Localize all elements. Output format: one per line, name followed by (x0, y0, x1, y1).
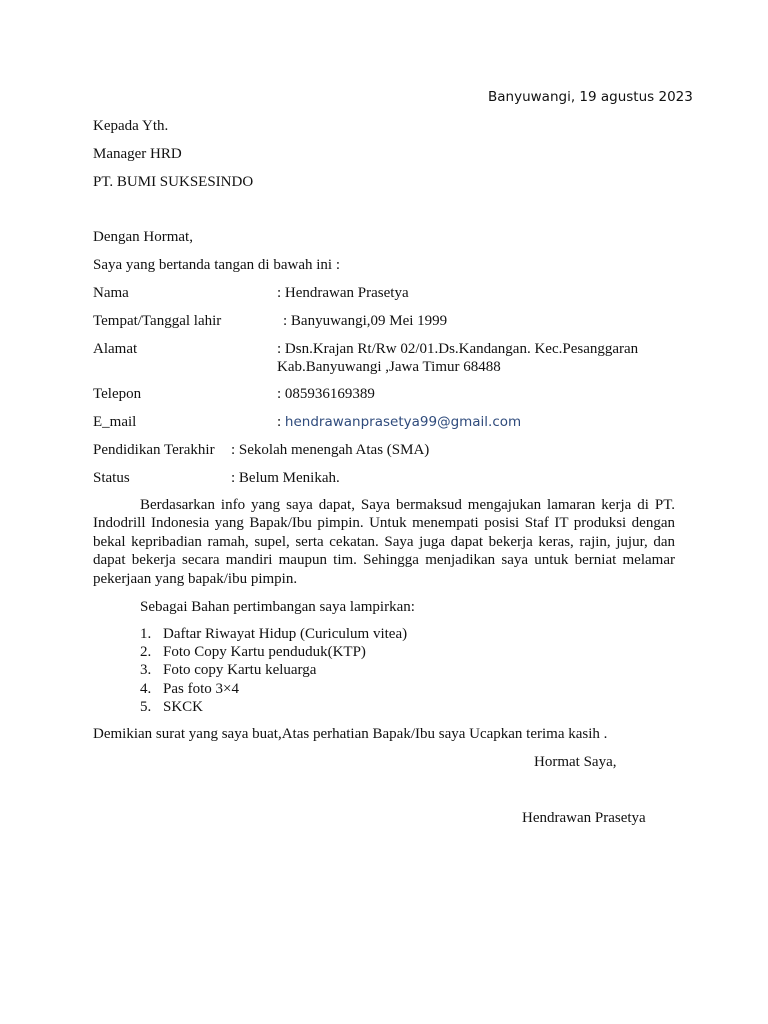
enclosure-item (140, 680, 407, 698)
enclosure-text: Pas foto 3×4 (163, 680, 239, 697)
enclosure-number: 2. (140, 644, 152, 661)
field-label-birth: Tempat/Tanggal lahir (93, 313, 222, 329)
enclosure-number: 3. (140, 662, 152, 679)
enclosure-number: 5. (140, 698, 152, 715)
recipient-line-3: PT. BUMI SUKSESINDO (93, 174, 254, 190)
field-value-name: : Hendrawan Prasetya (277, 285, 409, 301)
enclosure-number: 1. (140, 626, 152, 642)
field-label-phone: Telepon (93, 386, 142, 402)
closing-paragraph: Demikian surat yang saya buat,Atas perhatian Bapak/Ibu saya Ucapkan terima kasih . (93, 726, 608, 742)
enclosure-item (140, 661, 407, 679)
enclosure-intro: Sebagai Bahan pertimbangan saya lampirkan: (140, 599, 415, 615)
field-label-name: Nama (93, 285, 129, 301)
field-value-address-line-2: Kab.Banyuwangi ,Jawa Timur 68488 (277, 359, 501, 375)
enclosure-text: Foto Copy Kartu penduduk(KTP) (163, 644, 366, 661)
recipient-line-1: Kepada Yth. (93, 118, 169, 134)
field-label-email: E_mail (93, 414, 137, 430)
field-value-phone: : 085936169389 (277, 386, 375, 402)
enclosure-number: 4. (140, 680, 152, 697)
intro-line: Saya yang bertanda tangan di bawah ini : (93, 257, 341, 273)
valediction: Hormat Saya, (534, 754, 617, 770)
enclosure-item (140, 625, 407, 643)
field-value-status: : Belum Menikah. (231, 470, 340, 486)
signature-name: Hendrawan Prasetya (522, 810, 646, 826)
field-label-address: Alamat (93, 341, 138, 357)
field-value-email (277, 413, 521, 431)
enclosure-text: Foto copy Kartu keluarga (163, 662, 317, 679)
field-label-education: Pendidikan Terakhir (93, 442, 215, 458)
enclosure-item (140, 698, 407, 716)
field-label-status: Status (93, 470, 130, 486)
greeting: Dengan Hormat, (93, 229, 193, 245)
recipient-line-2: Manager HRD (93, 146, 182, 162)
field-value-birth: : Banyuwangi,09 Mei 1999 (283, 313, 448, 329)
field-value-education: : Sekolah menengah Atas (SMA) (231, 442, 430, 458)
place-date: Banyuwangi, 19 agustus 2023 (488, 89, 693, 105)
email-colon: : (277, 414, 282, 430)
enclosure-item (140, 643, 407, 661)
field-value-address-line-1: : Dsn.Krajan Rt/Rw 02/01.Ds.Kandangan. Kec.Pesanggaran (277, 341, 639, 357)
email-address: hendrawanprasetya99@gmail.com (284, 414, 522, 430)
enclosure-list (140, 625, 407, 716)
body-paragraph: Berdasarkan info yang saya dapat, Saya bermaksud mengajukan lamaran kerja di PT. Indodrill Indonesia yang Bapak/Ibu pimpin. Untuk menempati posisi Staf IT produksi dengan bekal kepribadian ramah, supel, serta cekatan. Saya juga dapat bekerja keras, rajin, jujur, dan dapat bekerja secara mandiri maupun tim. Sehingga menjadikan saya untuk berniat melamar pekerjaan yang bapak/ibu pimpin. (93, 497, 675, 587)
enclosure-text: SKCK (163, 698, 204, 715)
enclosure-text: Daftar Riwayat Hidup (Curiculum vitea) (163, 626, 408, 642)
